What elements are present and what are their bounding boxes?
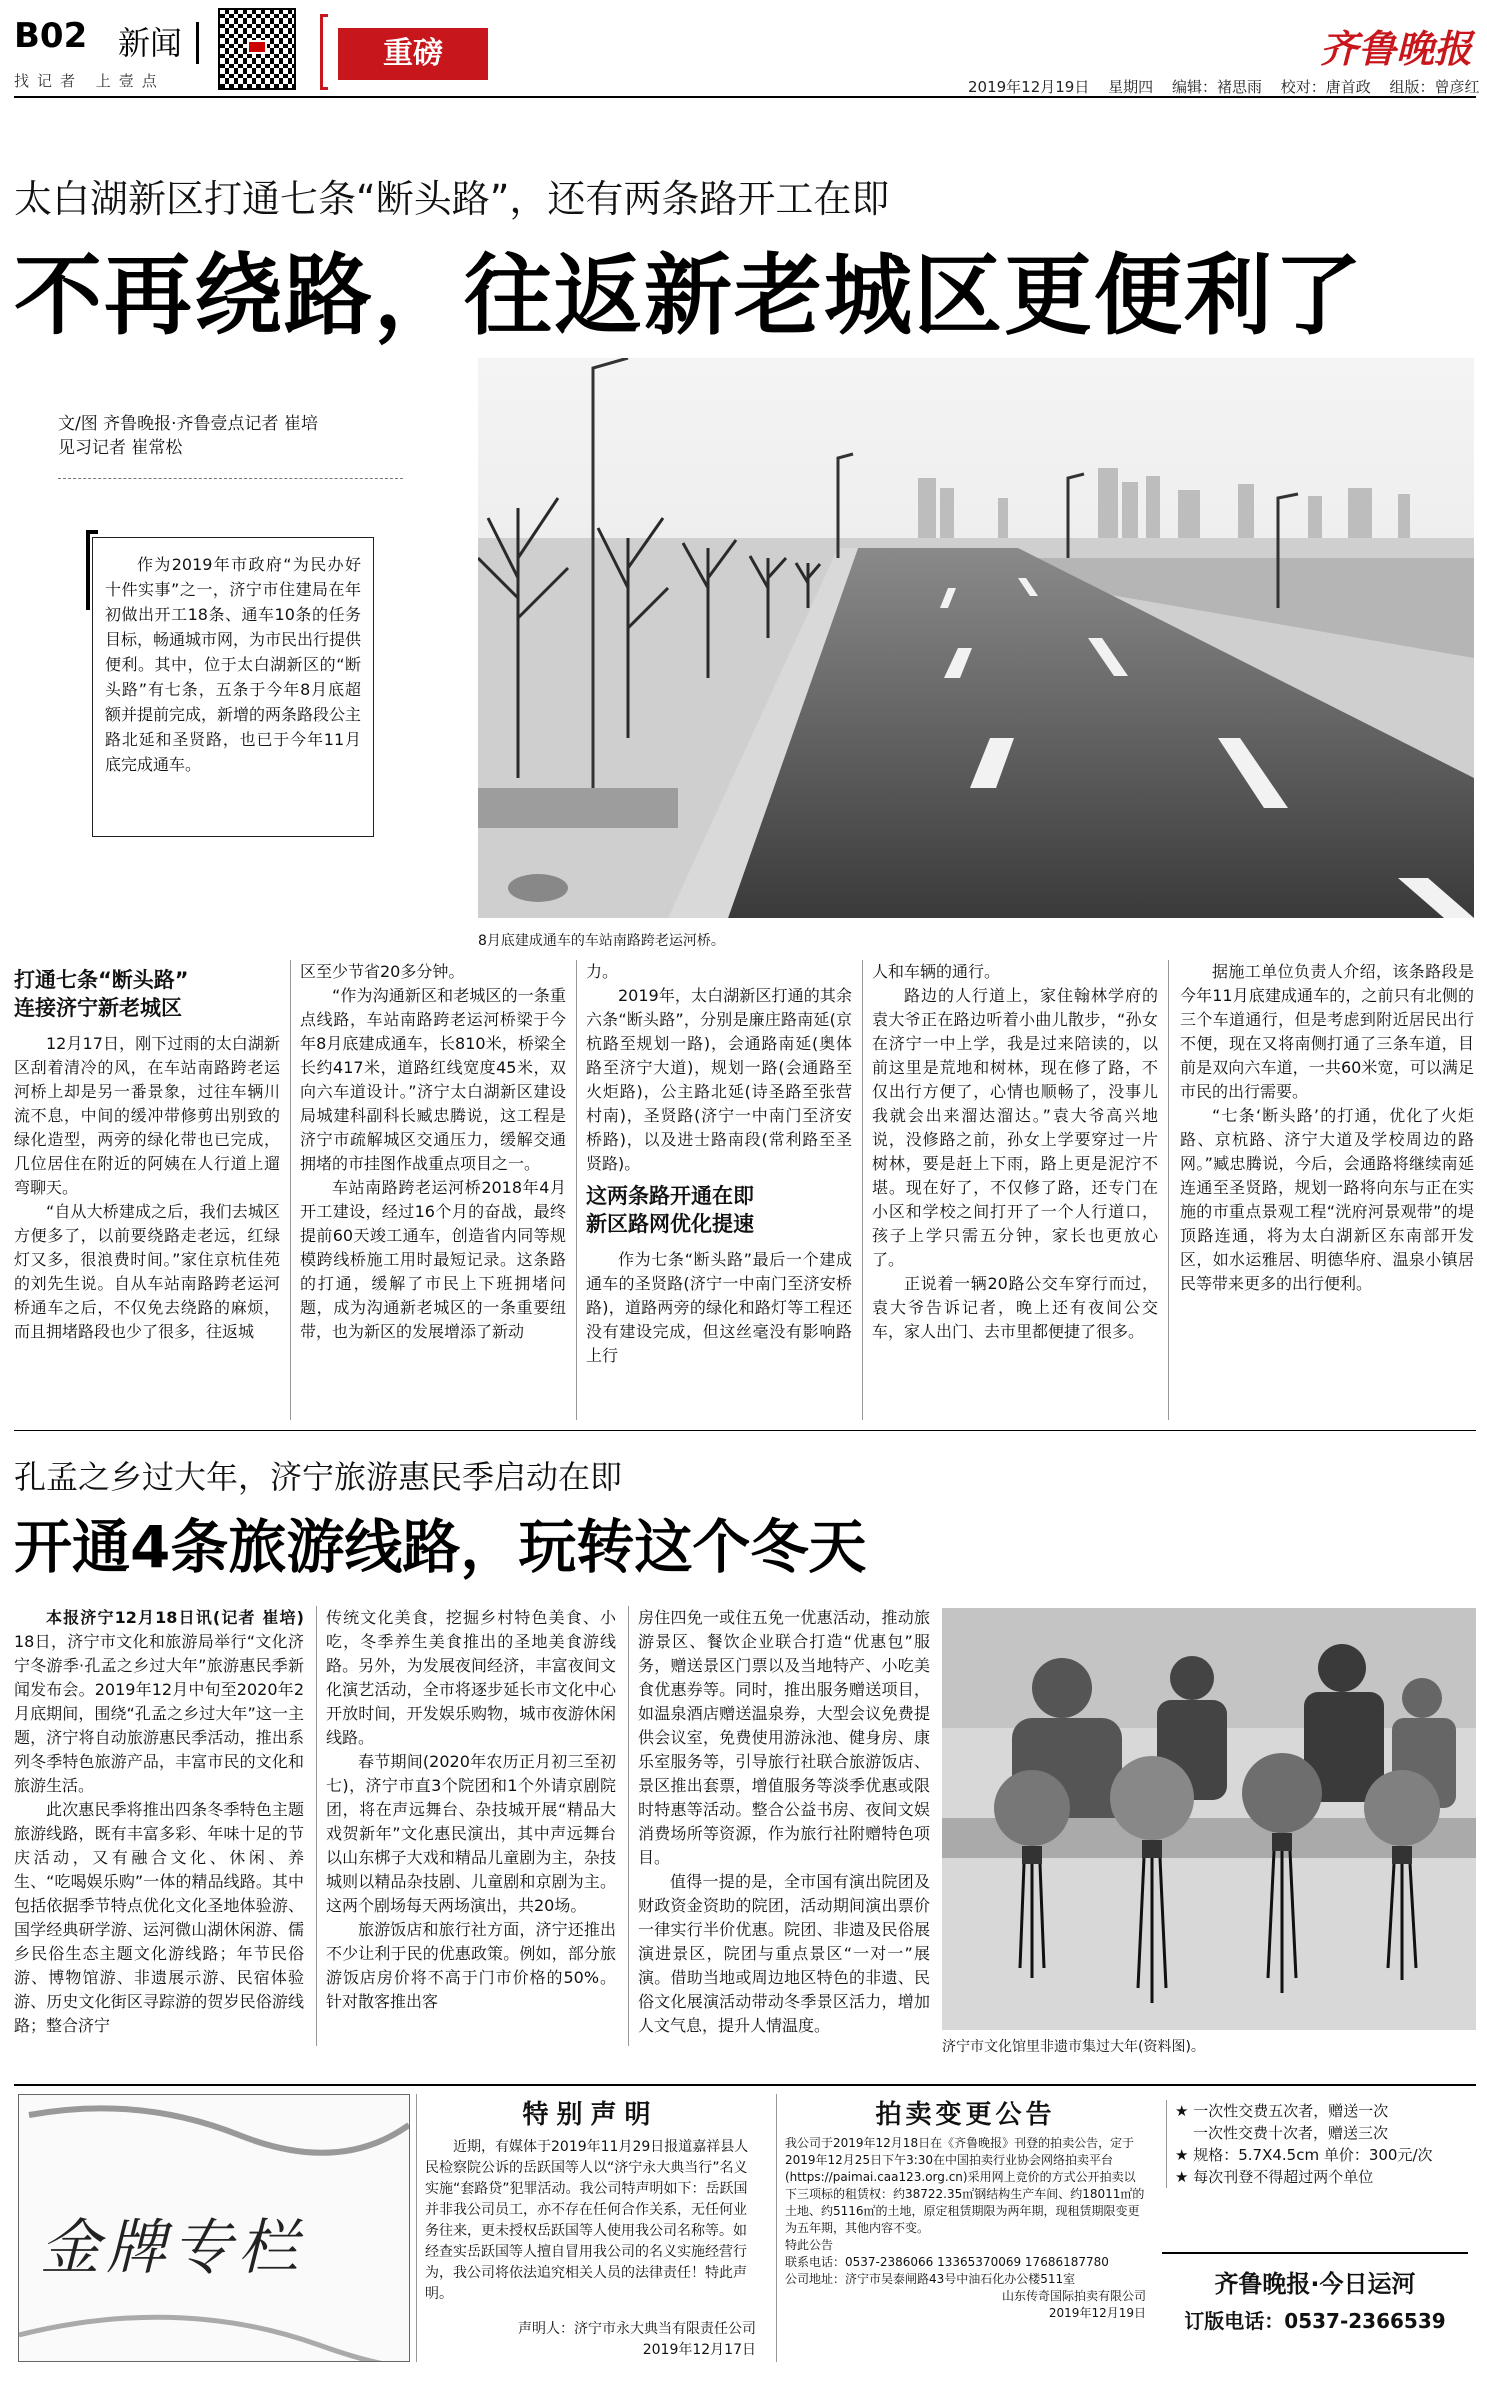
col-divider — [862, 960, 863, 1420]
story2-col2-p2: 旅游饭店和旅行社方面，济宁还推出不少让利于民的优惠政策。例如，部分旅游饭店房价将不高于门市价格的50%。针对散客推出客 — [326, 1920, 616, 2011]
byline-line1: 文/图 齐鲁晚报·齐鲁壹点记者 崔培 — [58, 414, 318, 434]
story1-col3 — [586, 960, 852, 1368]
story2-photo-caption: 济宁市文化馆里非遗市集过大年(资料图)。 — [942, 2039, 1205, 2055]
story1-col5-p1: 据施工单位负责人介绍，该条路段是今年11月底建成通车的，之前只有北侧的三个车道通行，但是考虑到附近居民出行不便，现在又将南侧打通了三条车道，目前是双向六车道，一共60米宽，可以满足市民的出行需要。 — [1180, 962, 1474, 1101]
ads-rule — [14, 2084, 1476, 2086]
subscription-phone[interactable]: 订版电话：0537-2366539 — [1184, 2309, 1446, 2333]
page-number: B02 — [14, 16, 88, 56]
date: 2019年12月19日 — [968, 78, 1090, 96]
col-divider — [576, 960, 577, 1420]
col-divider — [628, 1606, 629, 2046]
story2-col2-p1: 春节期间(2020年农历正月初三至初七)，济宁市直3个院团和1个外请京剧院团，将在声远舞台、杂技城开展“精品大戏贺新年”文化惠民演出，其中声远舞台以山东梆子大戏和精品儿童剧为主，杂技城则以精品杂技剧、儿童剧和京剧为主。这两个剧场每天两场演出，共20场。 — [326, 1752, 616, 1915]
story1-col1 — [14, 960, 280, 1344]
story2-col2-p0: 传统文化美食，挖掘乡村特色美食、小吃，冬季养生美食推出的圣地美食游线路。另外，为发展夜间经济，丰富夜间文化演艺活动，全市将逐步延长市文化中心开放时间，开发娱乐购物，城市夜游休闲线路。 — [326, 1608, 616, 1747]
story1-subhead2: 这两条路开通在即 新区路网优化提速 — [586, 1184, 754, 1236]
layout-editor: 组版：曾彦红 — [1389, 78, 1480, 96]
story1-col4-p2: 正说着一辆20路公交车穿行而过，袁大爷告诉记者，晚上还有夜间公交车，家人出门、去市里都便捷了很多。 — [872, 1274, 1158, 1341]
notice1-body: 近期，有媒体于2019年11月29日报道嘉祥县人民检察院公诉的岳跃国等人以“济宁永大典当行”名义实施“套路贷”犯罪活动。我公司特声明如下：岳跃国并非我公司员工，亦不存在任何合作关系，无任何业务往来，更未授权岳跃国等人使用我公司名称等。如经查实岳跃国等人擅自冒用我公司的名义实施经营行为，我公司将依法追究相关人员的法律责任！特此声明。 — [425, 2139, 749, 2302]
story1-col4-p1: 路边的人行道上，家住翰林学府的袁大爷正在路边听着小曲儿散步，“孙女在济宁一中上学，我是过来陪读的，以前这里是荒地和树林，现在修了路，不仅出行方便了，心情也顺畅了，没事儿我就会出来溜达溜达。”袁大爷高兴地说，没修路之前，孙女上学要穿过一片树林，要是赶上下雨，路上更是泥泞不堪。现在好了，不仅修了路，还专门在小区和学校之间打开了一个人行道口，孩子上学只需五分钟，家长也更放心了。 — [872, 986, 1158, 1269]
story1-photo-caption: 8月底建成通车的车站南路跨老运河桥。 — [478, 933, 725, 949]
story2-col2 — [326, 1606, 616, 2014]
weekday: 星期四 — [1108, 78, 1154, 96]
notice2-company: 山东传奇国际拍卖有限公司 — [1001, 2289, 1146, 2303]
road-photo-svg — [478, 358, 1474, 918]
story2-headline: 开通4条旅游线路，玩转这个冬天 — [14, 1513, 867, 1581]
section-name: 新闻 — [118, 24, 183, 62]
story-separator — [14, 1430, 1476, 1431]
story1-col3-p0: 力。 — [586, 962, 619, 981]
byline-rule — [58, 478, 403, 479]
story2-kicker: 孔孟之乡过大年，济宁旅游惠民季启动在即 — [14, 1458, 623, 1496]
promo-line2: 一次性交费十次者，赠送三次 — [1193, 2124, 1389, 2142]
story2-col3-p1: 值得一提的是，全市国有演出院团及财政资金资助的院团，活动期间演出票价一律实行半价优惠。院团、非遗及民俗展演进景区，院团与重点景区“一对一”展演。借助当地或周边地区特色的非遗、民俗文化展演活动带动冬季景区活力，增加人文气息，提升人情温度。 — [638, 1872, 930, 2035]
notice2-body: 我公司于2019年12月18日在《齐鲁晚报》刊登的拍卖公告，定于2019年12月25日下午3:30在中国拍卖行业协会网络拍卖平台(https://paimai.caa123.org.cn)采用网上竞价的方式公开拍卖以下三项标的租赁权：约38722.35㎡钢结构生产车间、约18011㎡的土地、约5116㎡的土地，原定租赁期限为两年期，现租赁期限变更为五年期，其他内容不变。 — [785, 2136, 1145, 2235]
proofreader: 校对：唐首政 — [1280, 78, 1371, 96]
story2-photo — [942, 1608, 1476, 2030]
notice2 — [776, 2094, 1154, 2362]
promo-line4: ★ 每次刊登不得超过两个单位 — [1175, 2168, 1374, 2186]
story2-col3 — [638, 1606, 930, 2038]
notice1-title: 特别声明 — [522, 2100, 659, 2130]
editor: 编辑：褚思雨 — [1171, 78, 1262, 96]
badge-frame — [320, 14, 328, 90]
story2-col3-p0: 房住四免一或住五免一优惠活动，推动旅游景区、餐饮企业联合打造“优惠包”服务，赠送景区门票以及当地特产、小吃美食优惠券等。同时，推出服务赠送项目，如温泉酒店赠送温泉券，大型会议免费提供会议室，免费使用游泳池、健身房、康乐室服务等，引导旅行社联合旅游饭店、景区推出套票，增值服务等淡季优惠或限时特惠等活动。整合公益书房、夜间文娱消费场所等资源，作为旅行社附赠特色项目。 — [638, 1608, 930, 1867]
story1-byline — [58, 412, 418, 460]
story1-col5 — [1180, 960, 1474, 1296]
story1-headline: 不再绕路，往返新老城区更便利了 — [14, 244, 1365, 347]
story1-col1-p1: 12月17日，刚下过雨的太白湖新区刮着清冷的风，在车站南路跨老运河桥上却是另一番景象，过往车辆川流不息，中间的缓冲带修剪出别致的绿化造型，两旁的绿化带也已完成，几位居住在附近的阿姨在人行道上遛弯聊天。 — [14, 1034, 280, 1197]
story1-lead: 作为2019年市政府“为民办好十件实事”之一，济宁市住建局在年初做出开工18条、通车10条的任务目标，畅通城市网，为市民出行提供便利。其中，位于太白湖新区的“断头路”有七条，五条于今年8月底超额并提前完成，新增的两条路段公主路北延和圣贤路，也已于今年11月底完成通车。 — [105, 555, 362, 774]
story1-col1-p2: “自从大桥建成之后，我们去城区方便多了，以前要绕路走老远，红绿灯又多，很浪费时间。”家住京杭佳苑的刘先生说。自从车站南路跨老运河桥通车之后，不仅免去绕路的麻烦，而且拥堵路段也少了很多，往返城 — [14, 1202, 280, 1341]
notice2-title: 拍卖变更公告 — [875, 2100, 1056, 2130]
lantern-photo-svg — [942, 1608, 1476, 2030]
masthead-divider — [196, 22, 199, 64]
story1-col2-p2: 车站南路跨老运河桥2018年4月开工建设，经过16个月的奋战，最终提前60天竣工通车，创造省内同等规模跨线桥施工用时最短记录。这条路的打通，缓解了市民上下班拥堵问题，成为沟通新老城区的一条重要纽带，也为新区的发展增添了新动 — [300, 1178, 566, 1341]
ad-pricing — [1166, 2100, 1472, 2188]
qr-logo-icon — [247, 40, 267, 54]
column-logo-text: 金牌专栏 — [40, 2213, 304, 2283]
newspaper-brand: 齐鲁晚报 — [1320, 26, 1473, 71]
section-badge: 重磅 — [338, 28, 488, 80]
story1-photo — [478, 358, 1474, 918]
notice2-contact: 联系电话：0537-2386066 13365370069 17686187780 — [785, 2255, 1109, 2269]
col-divider — [1168, 960, 1169, 1420]
story1-kicker: 太白湖新区打通七条“断头路”，还有两条路开工在即 — [14, 177, 890, 221]
notice2-date: 2019年12月19日 — [1048, 2306, 1146, 2320]
notice1-date: 2019年12月17日 — [642, 2342, 756, 2358]
col-divider — [290, 960, 291, 1420]
subscription-title: 齐鲁晚报·今日运河 — [1214, 2270, 1416, 2298]
promo-line3: ★ 规格：5.7X4.5cm 单价：300元/次 — [1175, 2146, 1433, 2164]
col-divider — [316, 1606, 317, 2046]
story1-col4-p0: 人和车辆的通行。 — [872, 962, 1001, 981]
story2-col1-p1: 18日，济宁市文化和旅游局举行“文化济宁冬游季·孔孟之乡过大年”旅游惠民季新闻发布会。2019年12月中旬至2020年2月底期间，围绕“孔孟之乡过大年”这一主题，济宁将自动旅游惠民季活动，推出系列冬季特色旅游产品，丰富市民的文化和旅游生活。 — [14, 1632, 304, 1795]
story1-col2-p1: “作为沟通新区和老城区的一条重点线路，车站南路跨老运河桥梁于今年8月底建成通车，长810米，桥梁全长约417米，道路红线宽度45米，双向六车道设计。”济宁太白湖新区建设局城建科副科长臧忠腾说，这工程是济宁市疏解城区交通压力，缓解交通拥堵的市挂图作战重点项目之一。 — [300, 986, 566, 1173]
byline-line2: 见习记者 崔常松 — [58, 438, 183, 458]
story1-col2 — [300, 960, 566, 1344]
story1-col3-p1: 2019年，太白湖新区打通的其余六条“断头路”，分别是廉庄路南延(京杭路至规划一路)，会通路南延(奥体路至济宁大道)，规划一路(会通路至火炬路)，公主路北延(诗圣路至张营村南)，圣贤路(济宁一中南门至济安桥路)，以及进士路南段(常利路至圣贤路)。 — [586, 986, 852, 1173]
promo-line1: ★ 一次性交费五次者，赠送一次 — [1175, 2102, 1389, 2120]
story2-dateline: 本报济宁12月18日讯(记者 崔培) — [46, 1608, 304, 1627]
story1-subhead1: 打通七条“断头路” 连接济宁新老城区 — [14, 968, 189, 1020]
story2-col1-p2: 此次惠民季将推出四条冬季特色主题旅游线路，既有丰富多彩、年味十足的节庆活动，又有融合文化、休闲、养生、“吃喝娱乐购”一体的精品线路。其中包括依据季节特点优化文化圣地体验游、国学经典研学游、运河微山湖休闲游、儒乡民俗生态主题文化游线路；年节民俗游、博物馆游、非遗展示游、民宿体验游、历史文化街区寻踪游的贺岁民俗游线路；整合济宁 — [14, 1800, 304, 2035]
notice1-sign: 声明人：济宁市永大典当有限责任公司 — [518, 2321, 756, 2337]
masthead-rule — [14, 96, 1476, 98]
subscription-box — [1162, 2252, 1468, 2368]
story1-col4 — [872, 960, 1158, 1344]
story1-col2-p0: 区至少节省20多分钟。 — [300, 962, 465, 981]
notice2-address: 公司地址：济宁市吴泰闸路43号中油石化办公楼511室 — [785, 2272, 1076, 2286]
story1-lead-box — [92, 537, 374, 837]
notice2-end: 特此公告 — [785, 2238, 834, 2252]
notice1 — [416, 2094, 764, 2362]
dateline — [968, 76, 1480, 97]
story1-col3-p2: 作为七条“断头路”最后一个建成通车的圣贤路(济宁一中南门至济安桥路)，道路两旁的绿化和路灯等工程还没有建设完成，但这丝毫没有影响路上行 — [586, 1250, 852, 1365]
story2-col1 — [14, 1606, 304, 2038]
masthead-tagline: 找记者 上壹点 — [14, 72, 165, 90]
story1-col5-p2: “七条‘断头路’的打通，优化了火炬路、京杭路、济宁大道及学校周边的路网。”臧忠腾说，今后，会通路将继续南延连通至圣贤路，规划一路将向东与正在实施的市重点景观工程“洸府河景观带”的堤顶路连通，将为太白湖新区东南部开发区，如水运雅居、明德华府、温泉小镇居民等带来更多的出行便利。 — [1180, 1106, 1474, 1293]
